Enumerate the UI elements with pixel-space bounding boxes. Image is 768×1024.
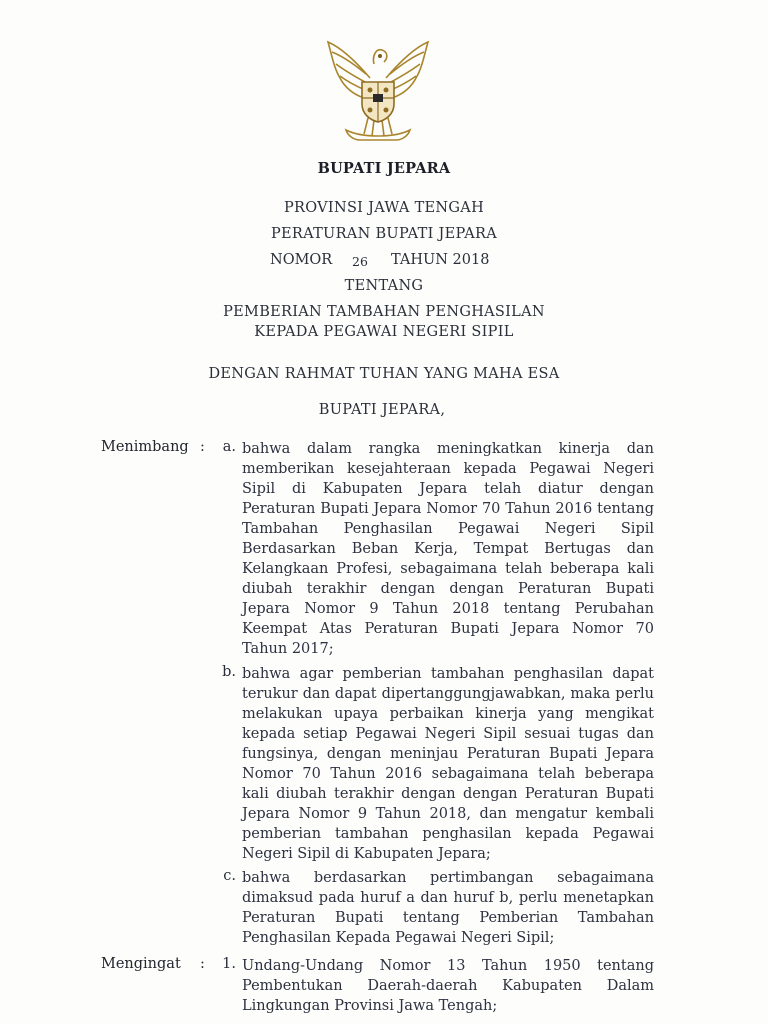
regulation-number-line [0,252,768,274]
menimbang-colon: : [200,439,205,455]
tentang-line: TENTANG [344,278,424,294]
issuer-heading: BUPATI JEPARA [317,160,451,177]
garuda-emblem-icon [318,34,438,146]
item-marker: a. [222,439,236,455]
subject-line-2: KEPADA PEGAWAI NEGERI SIPIL [254,324,514,340]
mengingat-label: Mengingat [101,956,181,972]
province-line: PROVINSI JAWA TENGAH [283,200,485,216]
blessing-line: DENGAN RAHMAT TUHAN YANG MAHA ESA [208,366,560,382]
considering-item-b: bahwa agar pemberian tambahan penghasilan dapat terukur dan dapat dipertanggungjawabkan, maka perlu melakukan upaya perbaikan kinerja yang mengikat kepada setiap Pegawai Negeri Sipil sesuai tugas dan fungsinya, dengan meninjau Peraturan Bupati Jepara Nomor 70 Tahun 2016 sebagaimana telah beberapa kali diubah terakhir dengan dengan Peraturan Bupati Jepara Nomor 9 Tahun 2018, dan mengatur kembali pemberian tambahan penghasilan kepada Pegawai Negeri Sipil di Kabupaten Jepara; [242,666,654,862]
subject-line-1: PEMBERIAN TAMBAHAN PENGHASILAN [223,304,545,320]
mengingat-colon: : [200,956,205,972]
considering-item-c: bahwa berdasarkan pertimbangan sebagaimana dimaksud pada huruf a dan huruf b, perlu menetapkan Peraturan Bupati tentang Pemberian Tambahan Penghasilan Kepada Pegawai Negeri Sipil; [242,870,654,946]
legal-basis-item-1: Undang-Undang Nomor 13 Tahun 1950 tentang Pembentukan Daerah-daerah Kabupaten Dalam Lingkungan Provinsi Jawa Tengah; [242,958,654,1014]
tahun-label: TAHUN 2018 [391,252,490,268]
official-line: BUPATI JEPARA, [318,402,446,418]
regulation-line: PERATURAN BUPATI JEPARA [270,226,498,242]
nomor-label: NOMOR [270,252,333,268]
menimbang-label: Menimbang [101,439,189,455]
nomor-value: 26 [352,254,368,269]
item-marker: 1. [222,956,236,972]
item-marker: c. [223,868,236,884]
considering-item-a: bahwa dalam rangka meningkatkan kinerja dan memberikan kesejahteraan kepada Pegawai Negeri Sipil di Kabupaten Jepara telah diatur dengan Peraturan Bupati Jepara Nomor 70 Tahun 2016 tentang Tambahan Penghasilan Pegawai Negeri Sipil Berdasarkan Beban Kerja, Tempat Bertugas dan Kelangkaan Profesi, sebagaimana telah beberapa kali diubah terakhir dengan dengan Peraturan Bupati Jepara Nomor 9 Tahun 2018 tentang Perubahan Keempat Atas Peraturan Bupati Jepara Nomor 70 Tahun 2017; [242,441,654,657]
item-marker: b. [222,664,236,680]
